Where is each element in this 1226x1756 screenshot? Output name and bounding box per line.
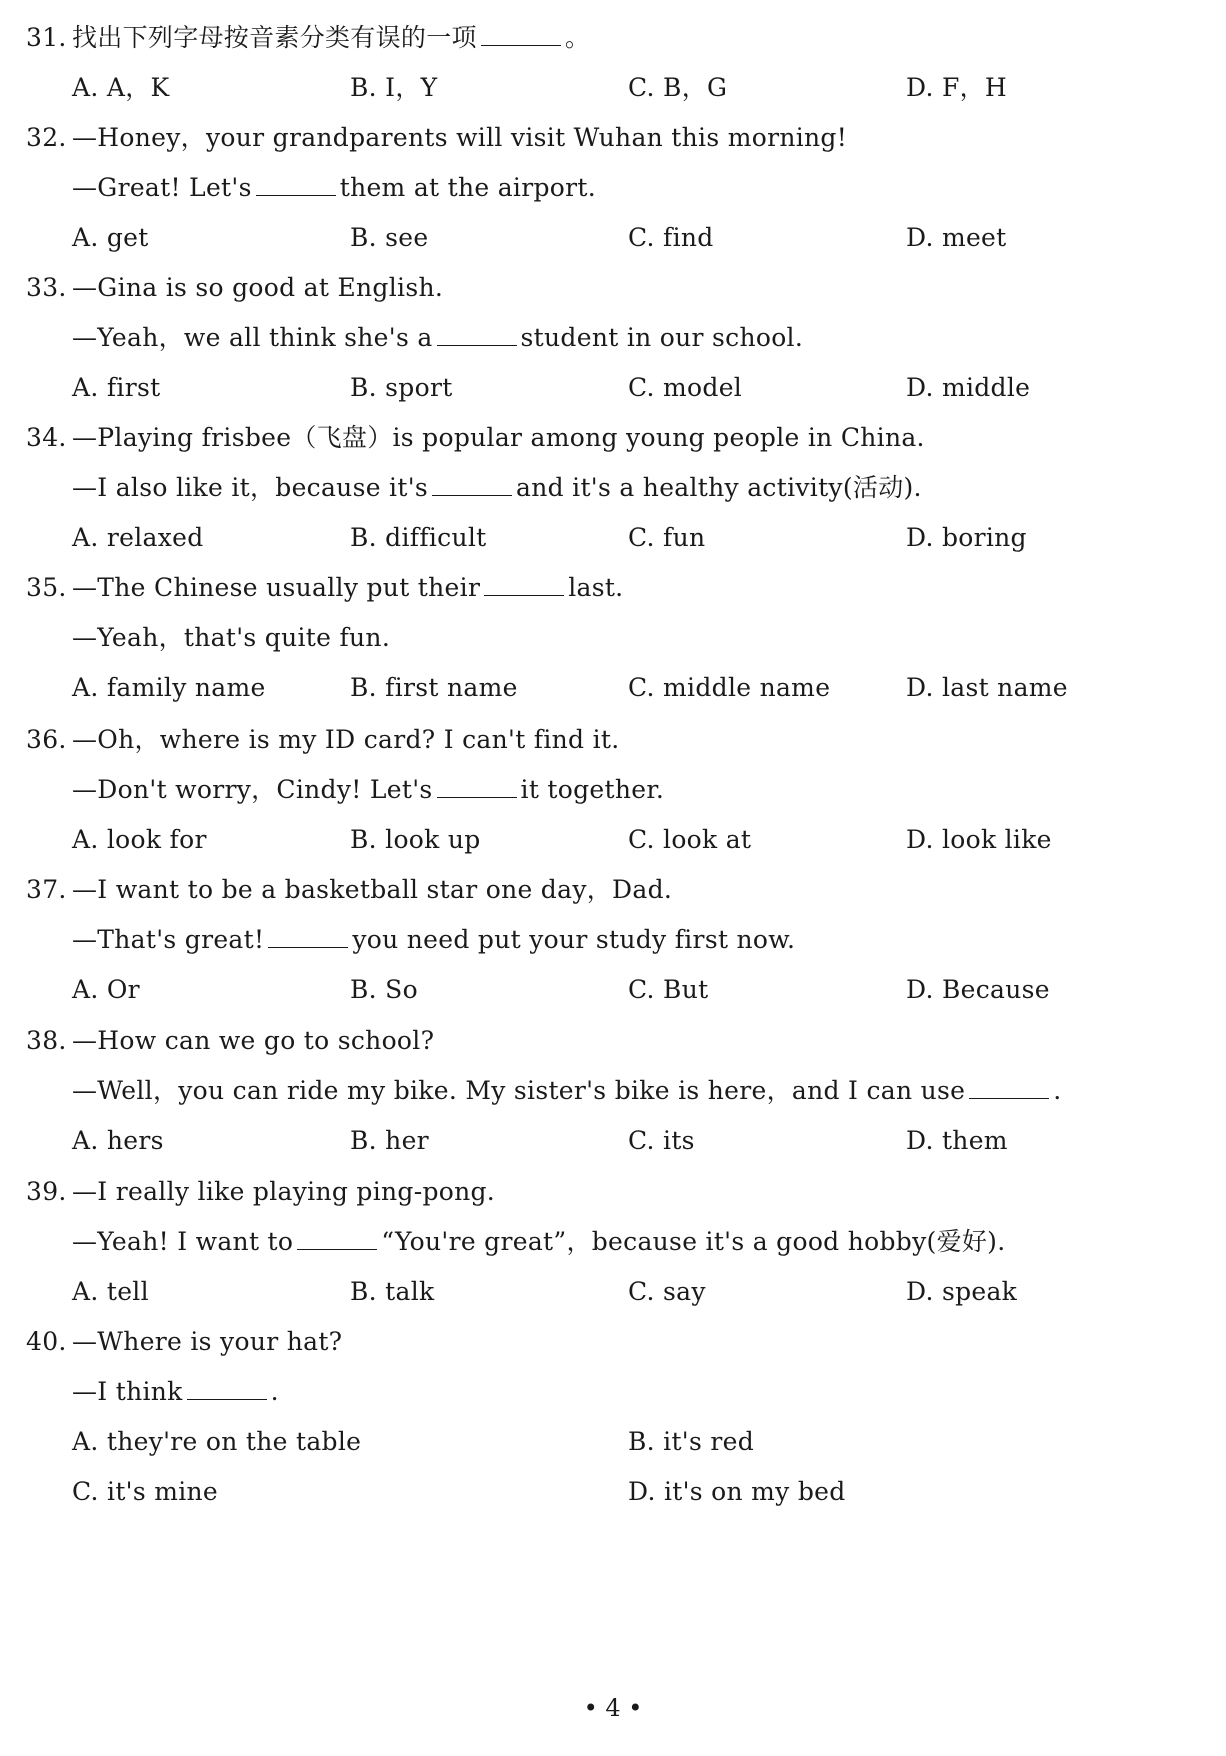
reply-text-after: “You're great”，because it's a good hobby(爱好). bbox=[381, 1227, 1006, 1256]
reply-text: —Yeah，that's quite fun. bbox=[72, 623, 391, 652]
reply-text-after: them at the airport. bbox=[339, 173, 596, 202]
option-c: C. middle name bbox=[628, 673, 831, 702]
option-d: D. last name bbox=[906, 673, 1068, 702]
reply-text: —That's great! bbox=[72, 925, 265, 954]
reply-text: —I think bbox=[72, 1377, 183, 1406]
stem-text: —I want to be a basketball star one day，Dad. bbox=[72, 875, 673, 904]
question-number: 39. bbox=[26, 1177, 67, 1206]
options-row bbox=[72, 368, 1172, 408]
options-row bbox=[72, 218, 1172, 258]
option-d: D. meet bbox=[906, 223, 1007, 252]
option-b: B. difficult bbox=[350, 523, 487, 552]
question-number: 33. bbox=[26, 273, 67, 302]
options-row bbox=[72, 1422, 1172, 1462]
question-number: 31. bbox=[26, 23, 67, 52]
reply-text-after: you need put your study first now. bbox=[352, 925, 796, 954]
question-stem bbox=[26, 18, 590, 58]
reply-text: —Don't worry，Cindy! Let's bbox=[72, 775, 433, 804]
option-a: A. tell bbox=[72, 1277, 149, 1306]
answer-blank bbox=[432, 473, 512, 496]
reply-line bbox=[72, 1222, 1005, 1262]
option-b: B. see bbox=[350, 223, 429, 252]
question-stem bbox=[26, 1021, 434, 1061]
answer-blank bbox=[969, 1076, 1049, 1099]
option-d: D. speak bbox=[906, 1277, 1018, 1306]
option-a: A. get bbox=[72, 223, 149, 252]
option-c: C. But bbox=[628, 975, 709, 1004]
reply-text-after: . bbox=[1053, 1076, 1062, 1105]
stem-text: —Gina is so good at English. bbox=[72, 273, 444, 302]
option-b: B. it's red bbox=[628, 1427, 755, 1456]
option-c: C. its bbox=[628, 1126, 695, 1155]
option-b: B. look up bbox=[350, 825, 481, 854]
options-row bbox=[72, 518, 1172, 558]
option-a: A. relaxed bbox=[72, 523, 204, 552]
reply-line bbox=[72, 1071, 1062, 1111]
stem-text: —Where is your hat? bbox=[72, 1327, 343, 1356]
option-d: D. boring bbox=[906, 523, 1027, 552]
answer-blank bbox=[437, 775, 517, 798]
stem-text-after: last. bbox=[568, 573, 624, 602]
option-d: D. it's on my bed bbox=[628, 1477, 846, 1506]
option-b: B. sport bbox=[350, 373, 453, 402]
reply-line bbox=[72, 168, 596, 208]
options-row bbox=[72, 1272, 1172, 1312]
answer-blank bbox=[437, 323, 517, 346]
answer-blank bbox=[187, 1377, 267, 1400]
option-a: A. look for bbox=[72, 825, 207, 854]
question-number: 36. bbox=[26, 725, 67, 754]
answer-blank bbox=[297, 1227, 377, 1250]
reply-text: —Well，you can ride my bike. My sister's bike is here，and I can use bbox=[72, 1076, 966, 1105]
options-row bbox=[72, 1121, 1172, 1161]
option-a: A. Or bbox=[72, 975, 140, 1004]
stem-text: —I really like playing ping-pong. bbox=[72, 1177, 496, 1206]
question-stem bbox=[26, 1322, 342, 1362]
option-c: C. B，G bbox=[628, 73, 728, 102]
option-b: B. I，Y bbox=[350, 73, 438, 102]
page-number: • 4 • bbox=[583, 1694, 643, 1722]
reply-line bbox=[72, 920, 795, 960]
reply-line bbox=[72, 1372, 279, 1412]
stem-text-after: 。 bbox=[564, 23, 591, 52]
option-a: A. they're on the table bbox=[72, 1427, 362, 1456]
option-d: D. look like bbox=[906, 825, 1052, 854]
options-row bbox=[72, 820, 1172, 860]
reply-line bbox=[72, 468, 922, 508]
option-a: A. first bbox=[72, 373, 161, 402]
stem-text: —How can we go to school? bbox=[72, 1026, 435, 1055]
answer-blank bbox=[256, 173, 336, 196]
question-number: 35. bbox=[26, 573, 67, 602]
option-d: D. F，H bbox=[906, 73, 1007, 102]
answer-blank bbox=[484, 573, 564, 596]
question-number: 37. bbox=[26, 875, 67, 904]
question-number: 40. bbox=[26, 1327, 67, 1356]
option-c: C. look at bbox=[628, 825, 752, 854]
answer-blank bbox=[481, 23, 561, 46]
question-stem bbox=[26, 118, 847, 158]
option-b: B. So bbox=[350, 975, 418, 1004]
stem-text: —Playing frisbee（飞盘）is popular among young people in China. bbox=[72, 423, 925, 452]
reply-text-after: student in our school. bbox=[520, 323, 804, 352]
reply-text-after: . bbox=[270, 1377, 279, 1406]
option-c: C. it's mine bbox=[72, 1477, 219, 1506]
option-b: B. talk bbox=[350, 1277, 435, 1306]
stem-text: —The Chinese usually put their bbox=[72, 573, 481, 602]
option-b: B. first name bbox=[350, 673, 518, 702]
question-stem bbox=[26, 870, 672, 910]
reply-text: —Yeah，we all think she's a bbox=[72, 323, 433, 352]
question-stem bbox=[26, 1172, 495, 1212]
reply-text-after: and it's a healthy activity(活动). bbox=[516, 473, 922, 502]
option-b: B. her bbox=[350, 1126, 429, 1155]
option-c: C. fun bbox=[628, 523, 706, 552]
reply-text: —I also like it，because it's bbox=[72, 473, 428, 502]
reply-line bbox=[72, 770, 664, 810]
options-row bbox=[72, 68, 1172, 108]
question-stem bbox=[26, 720, 620, 760]
reply-line bbox=[72, 318, 803, 358]
question-number: 32. bbox=[26, 123, 67, 152]
option-c: C. say bbox=[628, 1277, 706, 1306]
option-c: C. model bbox=[628, 373, 743, 402]
option-a: A. A，K bbox=[72, 73, 170, 102]
reply-text: —Yeah! I want to bbox=[72, 1227, 294, 1256]
answer-blank bbox=[268, 925, 348, 948]
stem-text: 找出下列字母按音素分类有误的一项 bbox=[72, 23, 477, 52]
reply-text-after: it together. bbox=[520, 775, 665, 804]
option-d: D. them bbox=[906, 1126, 1008, 1155]
stem-text: —Honey，your grandparents will visit Wuhan this morning! bbox=[72, 123, 848, 152]
options-row bbox=[72, 1472, 1172, 1512]
options-row bbox=[72, 668, 1172, 708]
question-number: 38. bbox=[26, 1026, 67, 1055]
option-a: A. family name bbox=[72, 673, 266, 702]
option-c: C. find bbox=[628, 223, 714, 252]
question-stem bbox=[26, 418, 925, 458]
option-a: A. hers bbox=[72, 1126, 164, 1155]
reply-line bbox=[72, 618, 390, 658]
question-stem bbox=[26, 568, 623, 608]
stem-text: —Oh，where is my ID card? I can't find it. bbox=[72, 725, 620, 754]
option-d: D. Because bbox=[906, 975, 1050, 1004]
reply-text: —Great! Let's bbox=[72, 173, 252, 202]
question-stem bbox=[26, 268, 443, 308]
option-d: D. middle bbox=[906, 373, 1031, 402]
options-row bbox=[72, 970, 1172, 1010]
question-number: 34. bbox=[26, 423, 67, 452]
